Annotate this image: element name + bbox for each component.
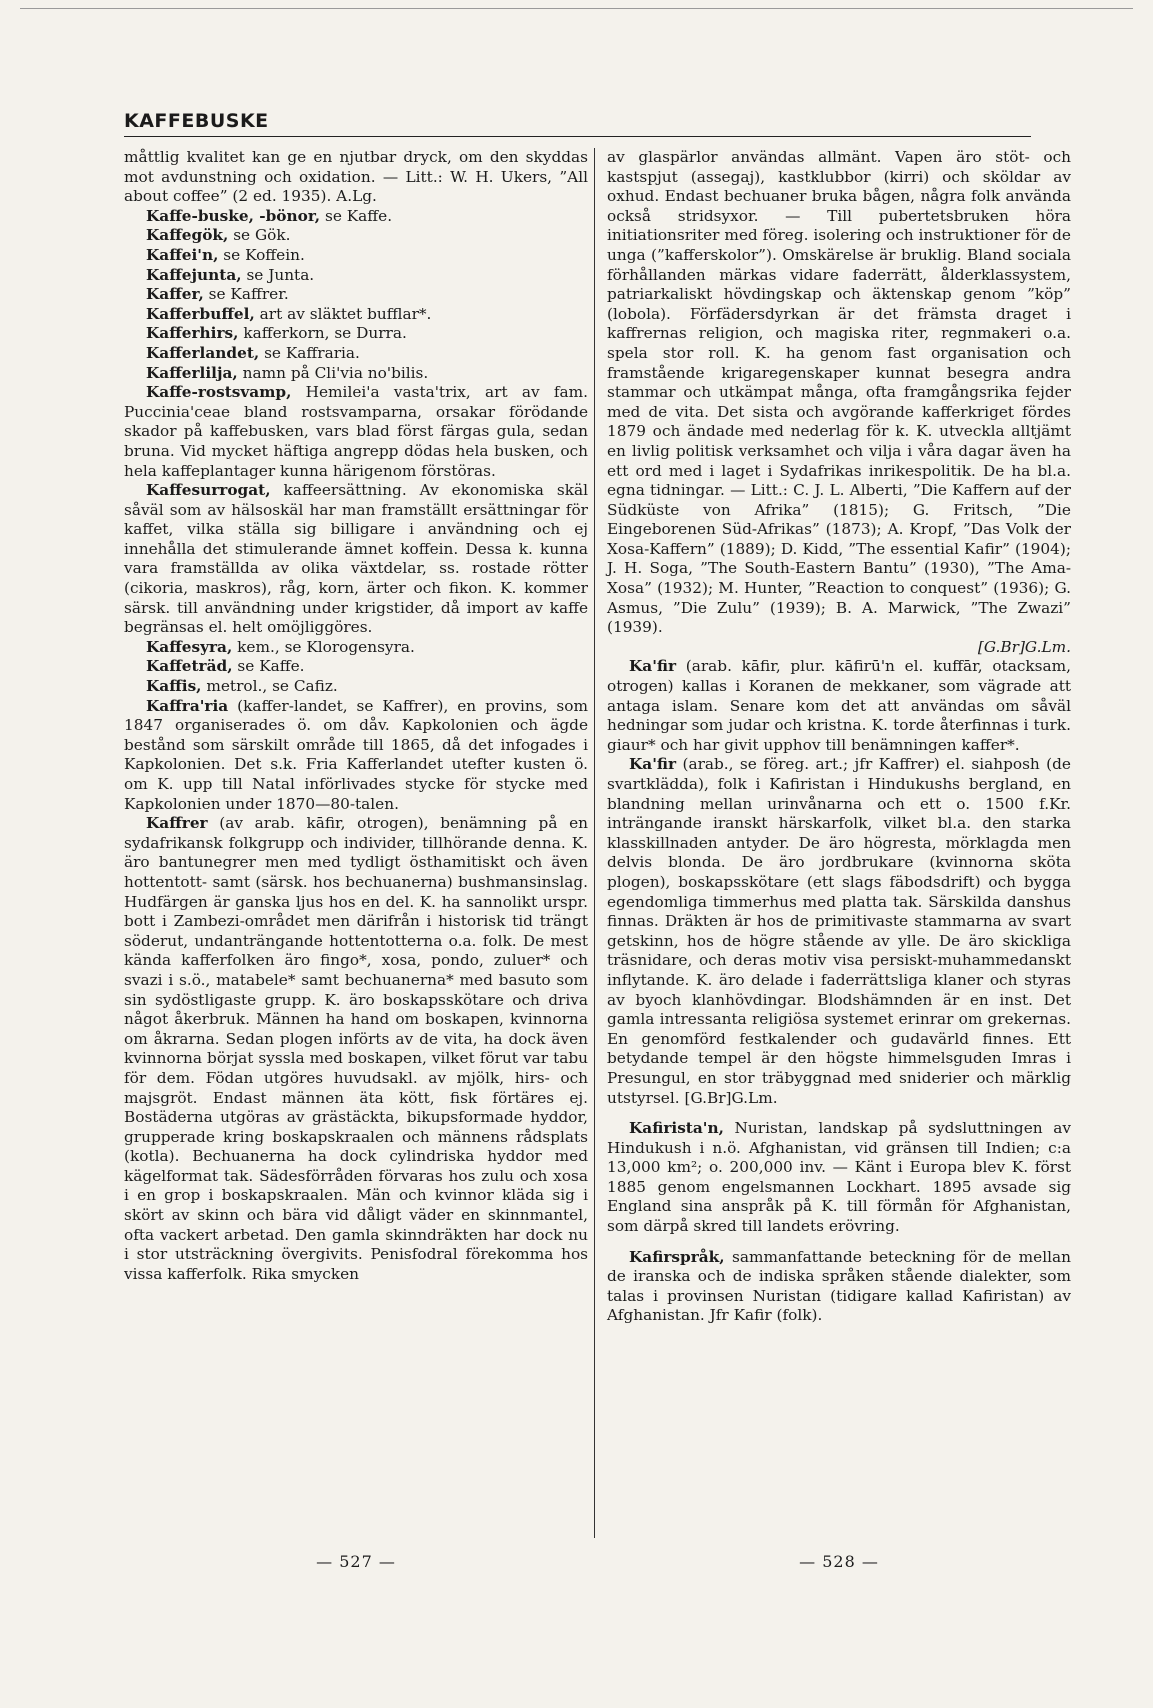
headword: Kafirspråk, — [629, 1247, 725, 1266]
entry-kaffein: Kaffei'n, se Koffein. — [146, 245, 305, 264]
headword: Kaffrer — [146, 814, 208, 833]
headword: Kafferlilja, — [146, 363, 238, 382]
entry-kafferhirs: Kafferhirs, kafferkorn, se Durra. — [146, 324, 407, 343]
entry-kafiristan: Kafirista'n, Nuristan, landskap på sydsluttningen av Hindukush i n.ö. Afghanistan, vid gränsen till Indien; c:a 13,000 km²; o. 200,000 inv. — Känt i Europa blev K. först 1885 genom engelsmannen Lockhart. 1895 avsade sig England sina anspråk på K. till förmån för Afghanistan, som därpå skred till landets erövring. — [607, 1119, 1071, 1236]
headword: Kaffis, — [146, 677, 202, 696]
column-divider — [594, 148, 595, 1538]
page-number-right: — 528 — — [799, 1552, 879, 1571]
entry-kafir-folk: Ka'fir (arab., se föreg. art.; jfr Kaffrer) el. siahposh (de svartklädda), folk i Kafiristan i Hindukushs bergland, en blandning mellan urinvånarna och ett o. 1500 f.Kr. inträngande iranskt härskarfolk, vilket bl.a. den starka klasskillnaden antyder. De äro högresta, mörklagda men delvis blonda. De äro jordbrukare (kvinnorna sköta plogen), boskapsskötare (ett slags fäbodsdrift) och bygga egendomliga timmerhus med platta tak. Särskilda danshus finnas. Dräkten är hos de primitivaste stammarna av svart getskinn, hos de högre stående av ylle. De äro skickliga träsnidare, och deras motiv visa persiskt-muhammedanskt inflytande. K. äro delade i faderrättsliga klaner och styras av byoch klanhövdingar. Blodshämnden är en inst. Det gamla intressanta religiösa systemet erinrar om grekernas. En genomförd festkalender och gudavärld finnes. Ett betydande tempel är den högste himmelsguden Imras i Presungul, en stor träbyggnad med sniderier och märklig utstyrsel. [G.Br]G.Lm. — [607, 755, 1071, 1107]
entry-kafferbuffel: Kafferbuffel, art av släktet bufflar*. — [146, 304, 432, 323]
headword: Kafferbuffel, — [146, 304, 255, 323]
top-edge-rule — [20, 8, 1133, 9]
entry-kaffer: Kaffer, se Kaffrer. — [146, 285, 289, 304]
author-signature: [G.Br]G.Lm. — [977, 637, 1071, 656]
left-column — [124, 148, 588, 1284]
right-column — [607, 148, 1071, 1326]
entry-continuation: måttlig kvalitet kan ge en njutbar dryck, om den skyddas mot avdunstning och oxidation. — Litt.: W. H. Ukers, ”All about coffee” (2 ed. 1935). A.Lg. — [124, 148, 588, 206]
entry-kaffesurrogat: Kaffesurrogat, kaffeersättning. Av ekonomiska skäl såväl som av hälsoskäl har man framställt ersättningar för kaffet, vilka ställa sig billigare i användning och ej innehålla det stimulerande ämnet koffein. Dessa k. kunna vara framställda av olika växtdelar, ss. rostade rötter (cikoria, maskros), råg, korn, ärter och fikon. K. kommer särsk. till användning under krigstider, då import av kaffe begränsas el. helt omöjliggöres. — [124, 481, 588, 637]
headword: Kafferlandet, — [146, 343, 260, 362]
entry-kaffis: Kaffis, metrol., se Cafiz. — [146, 677, 338, 696]
entry-kafirsprak: Kafirspråk, sammanfattande beteckning för de mellan de iranska och de indiska språken stående dialekter, som talas i provinsen Nuristan (tidigare kallad Kafiristan) av Afghanistan. Jfr Kafir (folk). — [607, 1247, 1071, 1325]
headword: Kaffe-buske, -bönor, — [146, 206, 321, 225]
headword: Kafirista'n, — [629, 1119, 724, 1138]
entry-kaffegok: Kaffegök, se Gök. — [146, 226, 291, 245]
headword: Kaffra'ria — [146, 696, 229, 715]
headword: Kafferhirs, — [146, 324, 239, 343]
headword: Kaffer, — [146, 285, 204, 304]
headword: Kaffe-rostsvamp, — [146, 383, 292, 402]
entry-kaffrer: Kaffrer (av arab. kāfir, otrogen), benämning på en sydafrikansk folkgrupp och individer, tillhörande denna. K. äro bantunegrer men med tydligt östhamitiskt och även hottentott- samt (särsk. hos bechuanerna) bushmansinslag. Hudfärgen är ganska ljus hos en del. K. ha sannolikt urspr. bott i Zambezi-området men därifrån i historisk tid trängt söderut, undanträngande hottentotterna o.a. folk. De mest kända kafferfolken äro fingo*, xosa, pondo, zuluer* och svazi i s.ö., matabele* samt bechuanerna* med basuto som sin sydöstligaste grupp. K. äro boskapsskötare och driva något åkerbruk. Männen ha hand om boskapen, kvinnorna om åkrarna. Sedan plogen införts av de vita, ha dock även kvinnorna börjat syssla med boskapen, vilket förut var tabu för dem. Födan utgöres huvudsakl. av mjölk, hirs- och majsgröt. Endast männen äta kött, fisk förtäres ej. Bostäderna utgöras av grästäckta, bikupsformade hyddor, grupperade kring boskapskraalen och männens rådsplats (kotla). Bechuanerna ha dock cylindriska hyddor med kägelformat tak. Sädesförråden förvaras hos zulu och xosa i en grop i boskapskraalen. Män och kvinnor kläda sig i skört av skinn och bära vid dåligt väder en skinnmantel, ofta vackert arbetad. Den gamla skinndräkten har dock nu i stor utsträckning övergivits. Penisfodral förekomma hos vissa kafferfolk. Rika smycken — [124, 814, 588, 1283]
entry-kafferlandet: Kafferlandet, se Kaffraria. — [146, 343, 360, 362]
headword: Kaffesyra, — [146, 637, 233, 656]
headword: Kaffeträd, — [146, 657, 233, 676]
entry-kafferlilja: Kafferlilja, namn på Cli'via no'bilis. — [146, 363, 429, 382]
headword: Ka'fir — [629, 657, 677, 676]
headword: Ka'fir — [629, 755, 677, 774]
entry-kaffesyra: Kaffesyra, kem., se Klorogensyra. — [146, 637, 415, 656]
entry-kaffetrad: Kaffeträd, se Kaffe. — [146, 657, 305, 676]
headword: Kaffegök, — [146, 226, 229, 245]
entry-kaffejunta: Kaffejunta, se Junta. — [146, 265, 315, 284]
entry-kafir-religion: Ka'fir (arab. kāfir, plur. kāfirū'n el. kuffār, otacksam, otrogen) kallas i Koranen de mekkaner, som vägrade att antaga islam. Senare kom det att användas om såväl hedningar som judar och kristna. K. torde återfinnas i turk. giaur* och har givit upphov till benämningen kaffer*. — [607, 657, 1071, 754]
headword: Kaffesurrogat, — [146, 481, 271, 500]
header-rule — [124, 136, 1031, 137]
headword: Kaffejunta, — [146, 265, 242, 284]
entry-kaffe-rostsvamp: Kaffe-rostsvamp, Hemilei'a vasta'trix, art av fam. Puccinia'ceae bland rostsvamparna, orsakar förödande skador på kaffebusken, vars blad först färgas gula, sedan bruna. Vid mycket häftiga angrepp dödas hela busken, och hela kaffeplantager kunna härigenom förstöras. — [124, 383, 588, 480]
entry-kaffraria: Kaffra'ria (kaffer-landet, se Kaffrer), en provins, som 1847 organiserades ö. om dåv. Kapkolonien och ägde bestånd som särskilt område till 1865, då det infogades i Kapkolonien. Det s.k. Fria Kafferlandet utefter kusten ö. om K. upp till Natal införlivades stycke för stycke med Kapkolonien under 1870—80-talen. — [124, 696, 588, 813]
entry-kaffe-buske: Kaffe-buske, -bönor, se Kaffe. — [146, 206, 393, 225]
running-header: KAFFEBUSKE — [124, 110, 269, 132]
entry-continuation: av glaspärlor användas allmänt. Vapen äro stöt- och kastspjut (assegaj), kastklubbor (kirri) och sköldar av oxhud. Endast bechuaner bruka bågen, några folk använda också stridsyxor. — Till pubertetsbruken höra initiationsriter med föreg. isolering och instruktioner för de unga (”kafferskolor”). Omskärelse är bruklig. Bland sociala förhållanden märkas vidare faderrätt, ålderklassystem, patriarkaliskt hövdingskap och äktenskap genom ”köp” (lobola). Förfädersdyrkan är det främsta draget i kaffrernas religion, och magiska riter, regnmakeri o.a. spela stor roll. K. ha genom fast organisation och framstående krigaregenskaper kunnat besegra andra stammar och utkämpat många, ofta framgångsrika fejder med de vita. Det sista och avgörande kafferkriget fördes 1879 och ändade med nederlag för k. K. utveckla alltjämt en livlig politisk verksamhet och vilja i våra dagar även ha ett ord med i laget i Sydafrikas inrikespolitik. De ha bl.a. egna tidningar. — Litt.: C. J. L. Alberti, ”Die Kaffern auf der Südküste von Afrika” (1815); G. Fritsch, ”Die Eingeborenen Süd-Afrikas” (1873); A. Kropf, ”Das Volk der Xosa-Kaffern” (1889); D. Kidd, ”The essential Kafir” (1904); J. H. Soga, ”The South-Eastern Bantu” (1930), ”The Ama-Xosa” (1932); M. Hunter, ”Reaction to conquest” (1936); G. Asmus, ”Die Zulu” (1939); B. A. Marwick, ”The Zwazi” (1939). [G.Br]G.Lm. — [607, 148, 1071, 656]
page-number-left: — 527 — — [316, 1552, 396, 1571]
headword: Kaffei'n, — [146, 245, 219, 264]
